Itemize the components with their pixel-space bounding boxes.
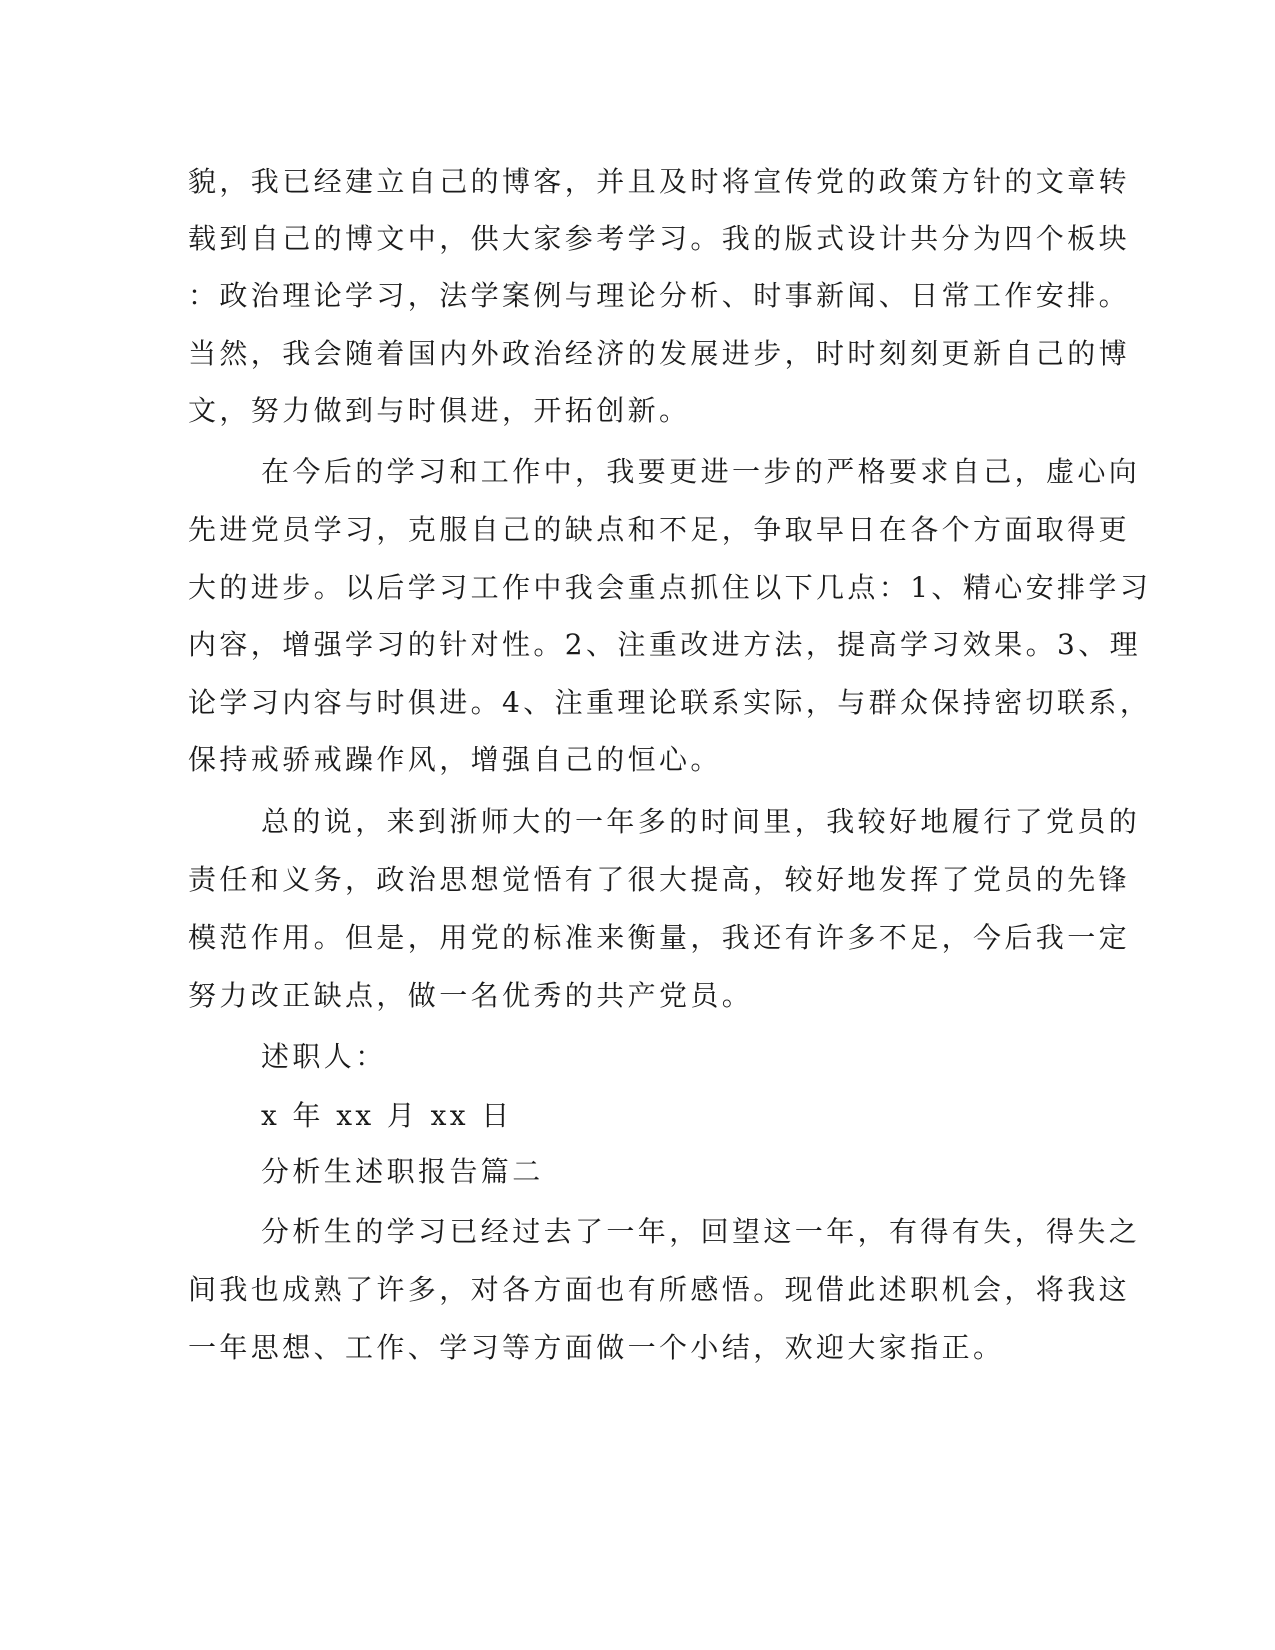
paragraph-line: 大的进步。以后学习工作中我会重点抓住以下几点：1、精心安排学习 [188, 571, 1152, 604]
paragraph-line: 在今后的学习和工作中，我要更进一步的严格要求自己，虚心向 [261, 455, 1141, 488]
paragraph-line: ：政治理论学习，法学案例与理论分析、时事新闻、日常工作安排。 [188, 279, 1131, 312]
paragraph-line: 文，努力做到与时俱进，开拓创新。 [188, 394, 691, 427]
section-heading: 分析生述职报告篇二 [261, 1155, 544, 1188]
paragraph-line: 先进党员学习，克服自己的缺点和不足，争取早日在各个方面取得更 [188, 513, 1131, 546]
date-line: x 年 xx 月 xx 日 [261, 1099, 513, 1132]
paragraph-line: 论学习内容与时俱进。4、注重理论联系实际，与群众保持密切联系， [188, 686, 1152, 719]
paragraph-line: 努力改正缺点，做一名优秀的共产党员。 [188, 979, 754, 1012]
paragraph-line: 责任和义务，政治思想觉悟有了很大提高，较好地发挥了党员的先锋 [188, 863, 1131, 896]
paragraph-line: 保持戒骄戒躁作风，增强自己的恒心。 [188, 743, 722, 776]
paragraph-line: 载到自己的博文中，供大家参考学习。我的版式设计共分为四个板块 [188, 222, 1131, 255]
paragraph-line: 一年思想、工作、学习等方面做一个小结，欢迎大家指正。 [188, 1331, 1005, 1364]
paragraph-line: 貌，我已经建立自己的博客，并且及时将宣传党的政策方针的文章转 [188, 165, 1131, 198]
paragraph-line: 间我也成熟了许多，对各方面也有所感悟。现借此述职机会，将我这 [188, 1273, 1131, 1306]
signature-label: 述职人： [261, 1040, 387, 1073]
paragraph-line: 内容，增强学习的针对性。2、注重改进方法，提高学习效果。3、理 [188, 628, 1142, 661]
paragraph-line: 总的说，来到浙师大的一年多的时间里，我较好地履行了党员的 [261, 805, 1141, 838]
paragraph-line: 当然，我会随着国内外政治经济的发展进步，时时刻刻更新自己的博 [188, 337, 1131, 370]
paragraph-line: 模范作用。但是，用党的标准来衡量，我还有许多不足，今后我一定 [188, 921, 1131, 954]
paragraph-line: 分析生的学习已经过去了一年，回望这一年，有得有失，得失之 [261, 1215, 1141, 1248]
